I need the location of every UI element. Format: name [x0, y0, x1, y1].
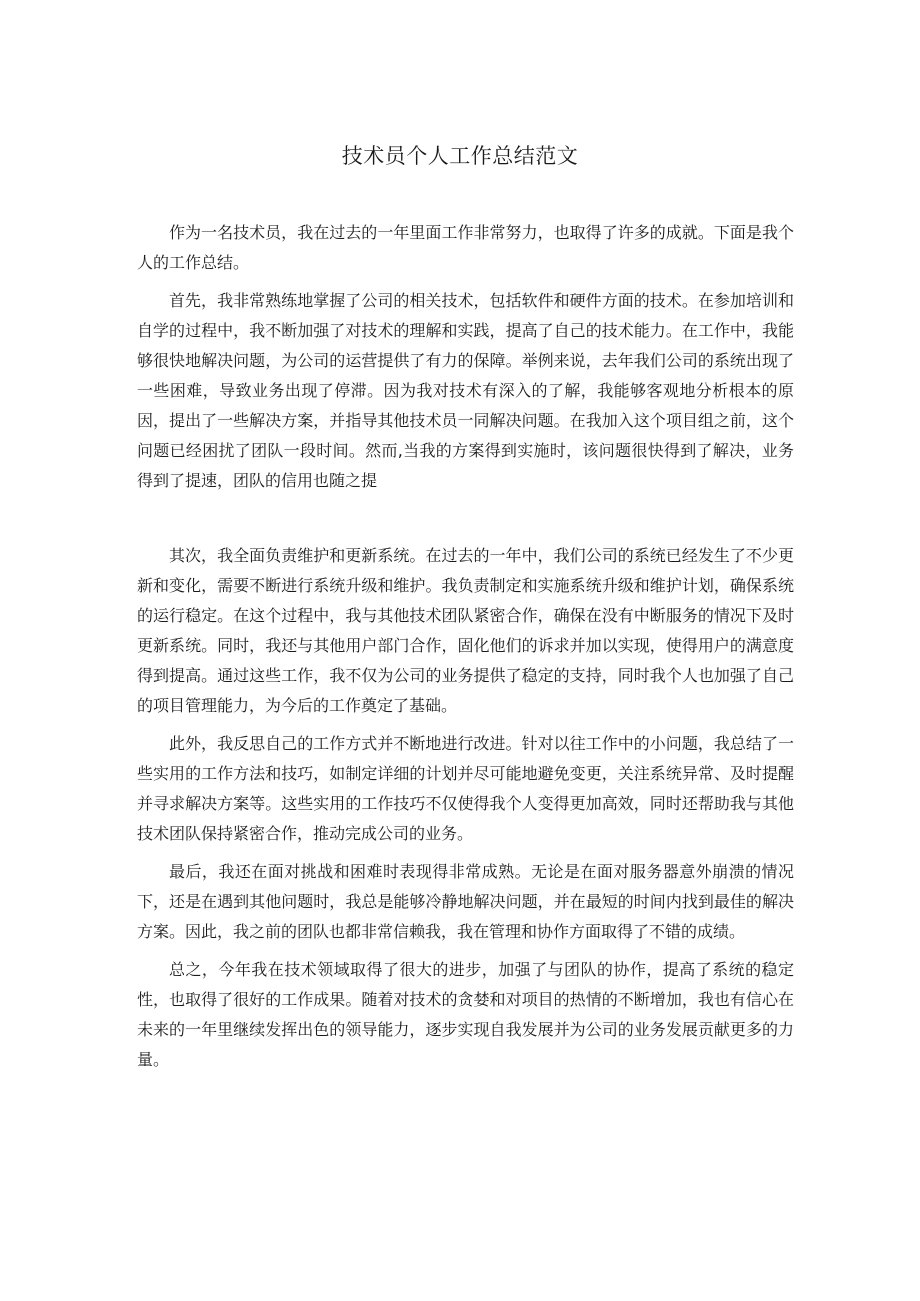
- paragraph-first: 首先，我非常熟练地掌握了公司的相关技术，包括软件和硬件方面的技术。在参加培训和自学的过程中，我不断加强了对技术的理解和实践，提高了自己的技术能力。在工作中，我能够很快地解决问题，为公司的运营提供了有力的保障。举例来说，去年我们公司的系统出现了一些困难，导致业务出现了停滞。因为我对技术有深入的了解，我能够客观地分析根本的原因，提出了一些解决方案，并指导其他技术员一同解决问题。在我加入这个项目组之前，这个问题已经困扰了团队一段时间。然而,当我的方案得到实施时，该问题很快得到了解决，业务得到了提速，团队的信用也随之提: [137, 291, 794, 490]
- paragraph-conclusion: 总之，今年我在技术领域取得了很大的进步，加强了与团队的协作，提高了系统的稳定性，也取得了很好的工作成果。随着对技术的贪婪和对项目的热情的不断增加，我也有信心在未来的一年里继续发挥出色的领导能力，逐步实现自我发展并为公司的业务发展贡献更多的力量。: [137, 960, 794, 1069]
- paragraph-intro: 作为一名技术员，我在过去的一年里面工作非常努力，也取得了许多的成就。下面是我个人的工作总结。: [137, 223, 794, 272]
- paragraph-second: 其次，我全面负责维护和更新系统。在过去的一年中，我们公司的系统已经发生了不少更新和变化，需要不断进行系统升级和维护。我负责制定和实施系统升级和维护计划，确保系统的运行稳定。在这个过程中，我与其他技术团队紧密合作，确保在没有中断服务的情况下及时更新系统。同时，我还与其他用户部门合作，固化他们的诉求并加以实现，使得用户的满意度得到提高。通过这些工作，我不仅为公司的业务提供了稳定的支持，同时我个人也加强了自己的项目管理能力，为今后的工作奠定了基础。: [137, 546, 794, 715]
- paragraph-third: 此外，我反思自己的工作方式并不断地进行改进。针对以往工作中的小问题，我总结了一些实用的工作方法和技巧，如制定详细的计划并尽可能地避免变更，关注系统异常、及时提醒并寻求解决方案等。这些实用的工作技巧不仅使得我个人变得更加高效，同时还帮助我与其他技术团队保持紧密合作，推动完成公司的业务。: [137, 734, 794, 843]
- paragraph-fourth: 最后，我还在面对挑战和困难时表现得非常成熟。无论是在面对服务器意外崩溃的情况下，还是在遇到其他问题时，我总是能够冷静地解决问题，并在最短的时间内找到最佳的解决方案。因此，我之前的团队也都非常信赖我，我在管理和协作方面取得了不错的成绩。: [137, 862, 794, 941]
- document-title: 技术员个人工作总结范文: [341, 144, 579, 168]
- document-body: [137, 218, 794, 1075]
